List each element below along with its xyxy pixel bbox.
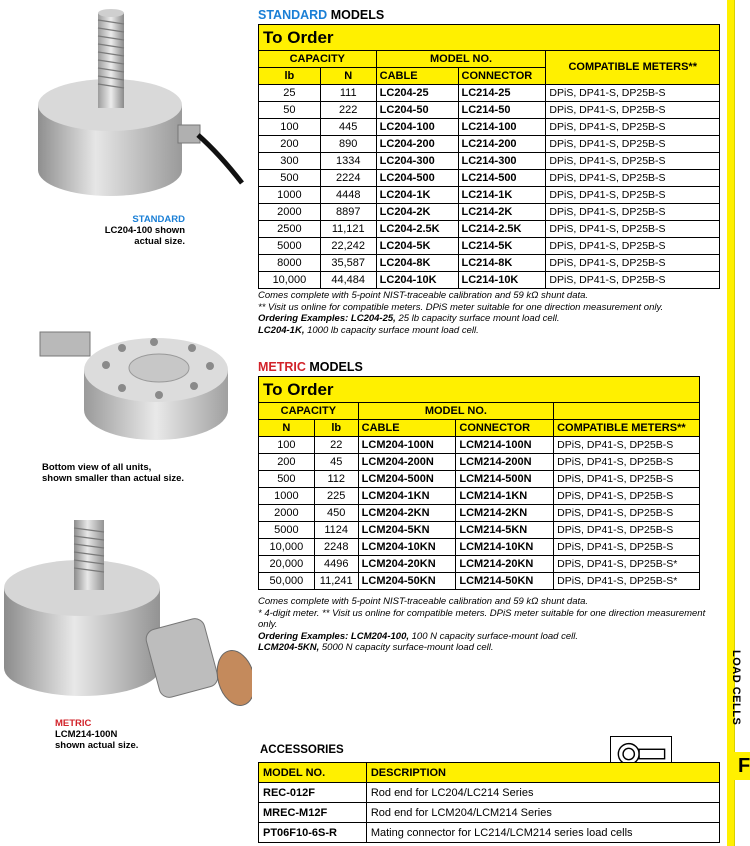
metric-lb-header: lb — [314, 420, 358, 437]
table-row: 5000 1124 LCM204-5KN LCM214-5KN DPiS, DP41-S, DP25B-S — [259, 522, 700, 539]
metric-capacity-header: CAPACITY — [259, 403, 359, 420]
table-row: 200 45 LCM204-200N LCM214-200N DPiS, DP41-S, DP25B-S — [259, 454, 700, 471]
table-row: 50 222 LC204-50 LC214-50 DPiS, DP41-S, DP25B-S — [259, 102, 720, 119]
n-header: N — [320, 68, 376, 85]
standard-to-order-header: To Order — [259, 25, 720, 51]
table-row: 10,000 2248 LCM204-10KN LCM214-10KN DPiS, DP41-S, DP25B-S — [259, 539, 700, 556]
standard-table-body — [259, 85, 720, 289]
table-row: 500 2224 LC204-500 LC214-500 DPiS, DP41-S, DP25B-S — [259, 170, 720, 187]
metric-blank-header — [554, 403, 700, 420]
model-no-header: MODEL NO. — [376, 51, 546, 68]
metric-load-cell-photo — [2, 518, 252, 718]
table-row: 10,000 44,484 LC204-10K LC214-10K DPiS, DP41-S, DP25B-S — [259, 272, 720, 289]
metric-table-body — [259, 437, 700, 590]
table-row: 5000 22,242 LC204-5K LC214-5K DPiS, DP41-S, DP25B-S — [259, 238, 720, 255]
lb-header: lb — [259, 68, 321, 85]
standard-photo-caption: STANDARD LC204-100 shown actual size. — [104, 214, 185, 247]
compatible-meters-header: COMPATIBLE METERS** — [546, 51, 720, 85]
metric-model-no-header: MODEL NO. — [358, 403, 553, 420]
bottom-view-photo — [34, 310, 234, 450]
table-row: 8000 35,587 LC204-8K LC214-8K DPiS, DP41-S, DP25B-S — [259, 255, 720, 272]
acc-description-header: DESCRIPTION — [366, 763, 719, 783]
metric-notes: Comes complete with 5-point NIST-traceable calibration and 59 kΩ shunt data. * 4-digit meter. ** Visit us online for compatible meters. DPiS meter suitable for one direction measurement only. Ordering Examples: LCM204-100, 100 N capacity surface-mount load cell. LCM204-5KN, 5000 N capacity surface-mount load cell. — [258, 596, 706, 653]
table-row: 1000 225 LCM204-1KN LCM214-1KN DPiS, DP41-S, DP25B-S — [259, 488, 700, 505]
table-row: 500 112 LCM204-500N LCM214-500N DPiS, DP41-S, DP25B-S — [259, 471, 700, 488]
metric-models-table — [258, 376, 700, 590]
table-row: 2000 8897 LC204-2K LC214-2K DPiS, DP41-S, DP25B-S — [259, 204, 720, 221]
metric-to-order-header: To Order — [259, 377, 700, 403]
acc-model-header: MODEL NO. — [259, 763, 367, 783]
metric-models-title: METRIC MODELS — [258, 360, 363, 374]
side-tab-label: LOAD CELLS — [730, 650, 742, 726]
standard-models-title: STANDARD MODELS — [258, 8, 385, 22]
accessories-title: ACCESSORIES — [260, 744, 344, 756]
table-row: 2500 11,121 LC204-2.5K LC214-2.5K DPiS, DP41-S, DP25B-S — [259, 221, 720, 238]
side-tab-letter: F — [738, 755, 750, 777]
table-row: 100 22 LCM204-100N LCM214-100N DPiS, DP41-S, DP25B-S — [259, 437, 700, 454]
standard-notes: Comes complete with 5-point NIST-traceable calibration and 59 kΩ shunt data. ** Visit us online for compatible meters. DPiS meter suitable for one direction measurement only. Ordering Examples: LC204-25, 25 lb capacity surface mount load cell. LC204-1K, 1000 lb capacity surface mount load cell. — [258, 290, 664, 336]
connector-header: CONNECTOR — [458, 68, 546, 85]
table-row: 1000 4448 LC204-1K LC214-1K DPiS, DP41-S, DP25B-S — [259, 187, 720, 204]
table-row: 25 111 LC204-25 LC214-25 DPiS, DP41-S, DP25B-S — [259, 85, 720, 102]
table-row: 2000 450 LCM204-2KN LCM214-2KN DPiS, DP41-S, DP25B-S — [259, 505, 700, 522]
capacity-header: CAPACITY — [259, 51, 377, 68]
table-row: REC-012F Rod end for LC204/LC214 Series — [259, 783, 720, 803]
table-row: 200 890 LC204-200 LC214-200 DPiS, DP41-S, DP25B-S — [259, 136, 720, 153]
table-row: 50,000 11,241 LCM204-50KN LCM214-50KN DPiS, DP41-S, DP25B-S* — [259, 573, 700, 590]
metric-cable-header: CABLE — [358, 420, 456, 437]
metric-connector-header: CONNECTOR — [456, 420, 554, 437]
metric-meters-header: COMPATIBLE METERS** — [554, 420, 700, 437]
metric-photo-caption: METRIC LCM214-100N shown actual size. — [55, 718, 139, 751]
accessories-table — [258, 762, 720, 843]
standard-load-cell-photo — [30, 5, 245, 210]
table-row: 20,000 4496 LCM204-20KN LCM214-20KN DPiS, DP41-S, DP25B-S* — [259, 556, 700, 573]
metric-n-header: N — [259, 420, 315, 437]
table-row: 300 1334 LC204-300 LC214-300 DPiS, DP41-S, DP25B-S — [259, 153, 720, 170]
table-row: 100 445 LC204-100 LC214-100 DPiS, DP41-S, DP25B-S — [259, 119, 720, 136]
table-row: MREC-M12F Rod end for LCM204/LCM214 Series — [259, 803, 720, 823]
cable-header: CABLE — [376, 68, 458, 85]
standard-models-table — [258, 24, 720, 289]
bottom-view-caption: Bottom view of all units, shown smaller than actual size. — [42, 462, 185, 484]
table-row: PT06F10-6S-R Mating connector for LC214/LCM214 series load cells — [259, 823, 720, 843]
